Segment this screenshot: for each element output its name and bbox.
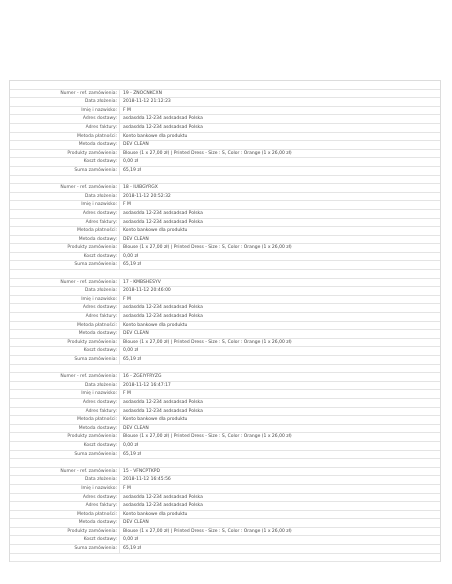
label-shipping-cost: Koszt dostawy: bbox=[10, 253, 120, 261]
order-products-row bbox=[10, 339, 440, 348]
label-date: Data złożenia: bbox=[10, 98, 120, 106]
order-shipping: DEV CLEAN bbox=[123, 425, 149, 431]
order-date: 2018-11-12 16:45:56 bbox=[123, 477, 171, 483]
order-shipping-cost: 0,00 zł bbox=[123, 348, 139, 354]
order-products: Blouse (1 x 27,00 zł) | Printed Dress - Size : S, Color : Orange (1 x 26,00 zł) bbox=[123, 434, 292, 440]
order-name: F M bbox=[123, 391, 131, 397]
order-products: Blouse (1 x 27,00 zł) | Printed Dress - Size : S, Color : Orange (1 x 26,00 zł) bbox=[123, 245, 292, 251]
label-total: Suma zamówienia: bbox=[10, 261, 120, 269]
order-delivery-address: asdasdda 12-234 asdsadsad Polska bbox=[123, 494, 203, 500]
order-delivery-address: asdasdda 12-234 asdsadsad Polska bbox=[123, 399, 203, 405]
label-payment: Metoda płatności: bbox=[10, 133, 120, 141]
order-shipping-cost: 0,00 zł bbox=[123, 442, 139, 448]
label-products: Produkty zamówienia: bbox=[10, 150, 120, 158]
order-shipping-row bbox=[10, 330, 440, 339]
order-total-row bbox=[10, 545, 440, 554]
order-delivery-row bbox=[10, 399, 440, 408]
label-products: Produkty zamówienia: bbox=[10, 528, 120, 536]
label-ref: Numer - ref. zamówienia: bbox=[10, 468, 120, 476]
order-total: 65,19 zł bbox=[123, 451, 141, 457]
order-delivery-address: asdasdda 12-234 asdsadsad Polska bbox=[123, 116, 203, 122]
order-invoice-row bbox=[10, 502, 440, 511]
table-spacer bbox=[10, 81, 440, 90]
order-invoice-address: asdasdda 12-234 asdsadsad Polska bbox=[123, 408, 203, 414]
label-products: Produkty zamówienia: bbox=[10, 433, 120, 441]
order-invoice-address: asdasdda 12-234 asdsadsad Polska bbox=[123, 503, 203, 509]
order-payment: Konto bankowe dla produktu bbox=[123, 417, 188, 423]
order-shipping-row bbox=[10, 519, 440, 528]
order-shipping: DEV CLEAN bbox=[123, 520, 149, 526]
order-delivery-row bbox=[10, 210, 440, 219]
order-payment-row bbox=[10, 322, 440, 331]
label-payment: Metoda płatności: bbox=[10, 227, 120, 235]
order-products-row bbox=[10, 150, 440, 159]
label-delivery-address: Adres dostawy: bbox=[10, 399, 120, 407]
label-invoice-address: Adres faktury: bbox=[10, 124, 120, 132]
label-products: Produkty zamówienia: bbox=[10, 244, 120, 252]
order-invoice-address: asdasdda 12-234 asdsadsad Polska bbox=[123, 219, 203, 225]
label-delivery-address: Adres dostawy: bbox=[10, 115, 120, 123]
order-name-row bbox=[10, 390, 440, 399]
order-delivery-address: asdasdda 12-234 asdsadsad Polska bbox=[123, 210, 203, 216]
table-spacer bbox=[10, 554, 440, 563]
label-ref: Numer - ref. zamówienia: bbox=[10, 90, 120, 98]
order-total-row bbox=[10, 261, 440, 270]
label-shipping: Metoda dostawy: bbox=[10, 330, 120, 338]
label-payment: Metoda płatności: bbox=[10, 416, 120, 424]
order-invoice-address: asdasdda 12-234 asdsadsad Polska bbox=[123, 314, 203, 320]
order-date: 2018-11-12 20:46:00 bbox=[123, 288, 171, 294]
label-total: Suma zamówienia: bbox=[10, 545, 120, 553]
order-payment: Konto bankowe dla produktu bbox=[123, 133, 188, 139]
label-name: Imię i nazwisko: bbox=[10, 107, 120, 115]
order-invoice-row bbox=[10, 408, 440, 417]
order-shipping-cost-row bbox=[10, 536, 440, 545]
table-spacer bbox=[10, 270, 440, 279]
order-delivery-row bbox=[10, 494, 440, 503]
label-invoice-address: Adres faktury: bbox=[10, 219, 120, 227]
label-payment: Metoda płatności: bbox=[10, 511, 120, 519]
label-shipping-cost: Koszt dostawy: bbox=[10, 347, 120, 355]
order-ref: 17 - KMBSHESYV bbox=[123, 279, 161, 285]
label-shipping: Metoda dostawy: bbox=[10, 236, 120, 244]
order-invoice-address: asdasdda 12-234 asdsadsad Polska bbox=[123, 124, 203, 130]
order-ref-row bbox=[10, 279, 440, 288]
label-delivery-address: Adres dostawy: bbox=[10, 304, 120, 312]
order-name: F M bbox=[123, 296, 131, 302]
label-shipping: Metoda dostawy: bbox=[10, 519, 120, 527]
order-date: 2018-11-12 16:47:17 bbox=[123, 382, 171, 388]
order-date-row bbox=[10, 287, 440, 296]
label-invoice-address: Adres faktury: bbox=[10, 313, 120, 321]
label-shipping: Metoda dostawy: bbox=[10, 141, 120, 149]
order-name-row bbox=[10, 107, 440, 116]
order-name: F M bbox=[123, 485, 131, 491]
order-payment: Konto bankowe dla produktu bbox=[123, 511, 188, 517]
order-products: Blouse (1 x 27,00 zł) | Printed Dress - Size : S, Color : Orange (1 x 26,00 zł) bbox=[123, 528, 292, 534]
order-ref-row bbox=[10, 90, 440, 99]
order-date: 2018-11-12 21:12:23 bbox=[123, 99, 171, 105]
label-ref: Numer - ref. zamówienia: bbox=[10, 373, 120, 381]
order-total: 65,19 zł bbox=[123, 167, 141, 173]
order-payment-row bbox=[10, 227, 440, 236]
label-shipping: Metoda dostawy: bbox=[10, 425, 120, 433]
table-spacer bbox=[10, 176, 440, 185]
order-date-row bbox=[10, 382, 440, 391]
order-date-row bbox=[10, 476, 440, 485]
order-total-row bbox=[10, 167, 440, 176]
order-total: 65,19 zł bbox=[123, 546, 141, 552]
order-ref: 18 - IUIBGYRGX bbox=[123, 185, 158, 191]
order-total-row bbox=[10, 451, 440, 460]
order-invoice-row bbox=[10, 313, 440, 322]
order-shipping-cost: 0,00 zł bbox=[123, 253, 139, 259]
label-delivery-address: Adres dostawy: bbox=[10, 210, 120, 218]
order-name-row bbox=[10, 296, 440, 305]
label-name: Imię i nazwisko: bbox=[10, 485, 120, 493]
order-payment: Konto bankowe dla produktu bbox=[123, 228, 188, 234]
order-delivery-address: asdasdda 12-234 asdsadsad Polska bbox=[123, 305, 203, 311]
order-name-row bbox=[10, 201, 440, 210]
order-shipping-cost: 0,00 zł bbox=[123, 159, 139, 165]
label-total: Suma zamówienia: bbox=[10, 451, 120, 459]
label-date: Data złożenia: bbox=[10, 382, 120, 390]
order-ref: 19 - ZNOCNKCXN bbox=[123, 90, 163, 96]
label-name: Imię i nazwisko: bbox=[10, 201, 120, 209]
order-ref: 16 - ZGEIYFRYZG bbox=[123, 374, 162, 380]
label-date: Data złożenia: bbox=[10, 193, 120, 201]
order-payment-row bbox=[10, 133, 440, 142]
order-delivery-row bbox=[10, 304, 440, 313]
order-payment-row bbox=[10, 511, 440, 520]
order-ref: 15 - VFNCPTKPD bbox=[123, 468, 160, 474]
label-total: Suma zamówienia: bbox=[10, 167, 120, 175]
label-ref: Numer - ref. zamówienia: bbox=[10, 184, 120, 192]
order-products-row bbox=[10, 433, 440, 442]
order-total: 65,19 zł bbox=[123, 357, 141, 362]
order-shipping-row bbox=[10, 425, 440, 434]
label-ref: Numer - ref. zamówienia: bbox=[10, 279, 120, 287]
label-shipping-cost: Koszt dostawy: bbox=[10, 536, 120, 544]
order-shipping-row bbox=[10, 236, 440, 245]
label-products: Produkty zamówienia: bbox=[10, 339, 120, 347]
label-total: Suma zamówienia: bbox=[10, 356, 120, 364]
order-shipping-row bbox=[10, 141, 440, 150]
order-shipping-cost-row bbox=[10, 347, 440, 356]
label-shipping-cost: Koszt dostawy: bbox=[10, 442, 120, 450]
order-date: 2018-11-12 20:52:32 bbox=[123, 193, 171, 199]
label-payment: Metoda płatności: bbox=[10, 322, 120, 330]
order-products-row bbox=[10, 528, 440, 537]
order-payment-row bbox=[10, 416, 440, 425]
order-shipping-cost-row bbox=[10, 442, 440, 451]
order-shipping: DEV CLEAN bbox=[123, 142, 149, 148]
order-shipping-cost: 0,00 zł bbox=[123, 537, 139, 543]
label-date: Data złożenia: bbox=[10, 287, 120, 295]
label-invoice-address: Adres faktury: bbox=[10, 408, 120, 416]
order-payment: Konto bankowe dla produktu bbox=[123, 322, 188, 328]
order-ref-row bbox=[10, 468, 440, 477]
order-total-row bbox=[10, 356, 440, 365]
table-spacer bbox=[10, 459, 440, 468]
order-products-row bbox=[10, 244, 440, 253]
label-name: Imię i nazwisko: bbox=[10, 390, 120, 398]
order-name: F M bbox=[123, 202, 131, 208]
order-ref-row bbox=[10, 184, 440, 193]
order-products: Blouse (1 x 27,00 zł) | Printed Dress - Size : S, Color : Orange (1 x 26,00 zł) bbox=[123, 339, 292, 345]
table-spacer bbox=[10, 365, 440, 374]
order-ref-row bbox=[10, 373, 440, 382]
order-products: Blouse (1 x 27,00 zł) | Printed Dress - Size : S, Color : Orange (1 x 26,00 zł) bbox=[123, 150, 292, 156]
label-shipping-cost: Koszt dostawy: bbox=[10, 158, 120, 166]
order-date-row bbox=[10, 193, 440, 202]
order-delivery-row bbox=[10, 115, 440, 124]
orders-table bbox=[9, 80, 441, 562]
label-date: Data złożenia: bbox=[10, 476, 120, 484]
order-shipping-cost-row bbox=[10, 253, 440, 262]
order-invoice-row bbox=[10, 219, 440, 228]
order-total: 65,19 zł bbox=[123, 262, 141, 268]
label-delivery-address: Adres dostawy: bbox=[10, 494, 120, 502]
order-invoice-row bbox=[10, 124, 440, 133]
order-shipping: DEV CLEAN bbox=[123, 331, 149, 337]
order-shipping-cost-row bbox=[10, 158, 440, 167]
order-shipping: DEV CLEAN bbox=[123, 236, 149, 242]
order-name-row bbox=[10, 485, 440, 494]
order-date-row bbox=[10, 98, 440, 107]
label-name: Imię i nazwisko: bbox=[10, 296, 120, 304]
label-invoice-address: Adres faktury: bbox=[10, 502, 120, 510]
order-name: F M bbox=[123, 107, 131, 113]
